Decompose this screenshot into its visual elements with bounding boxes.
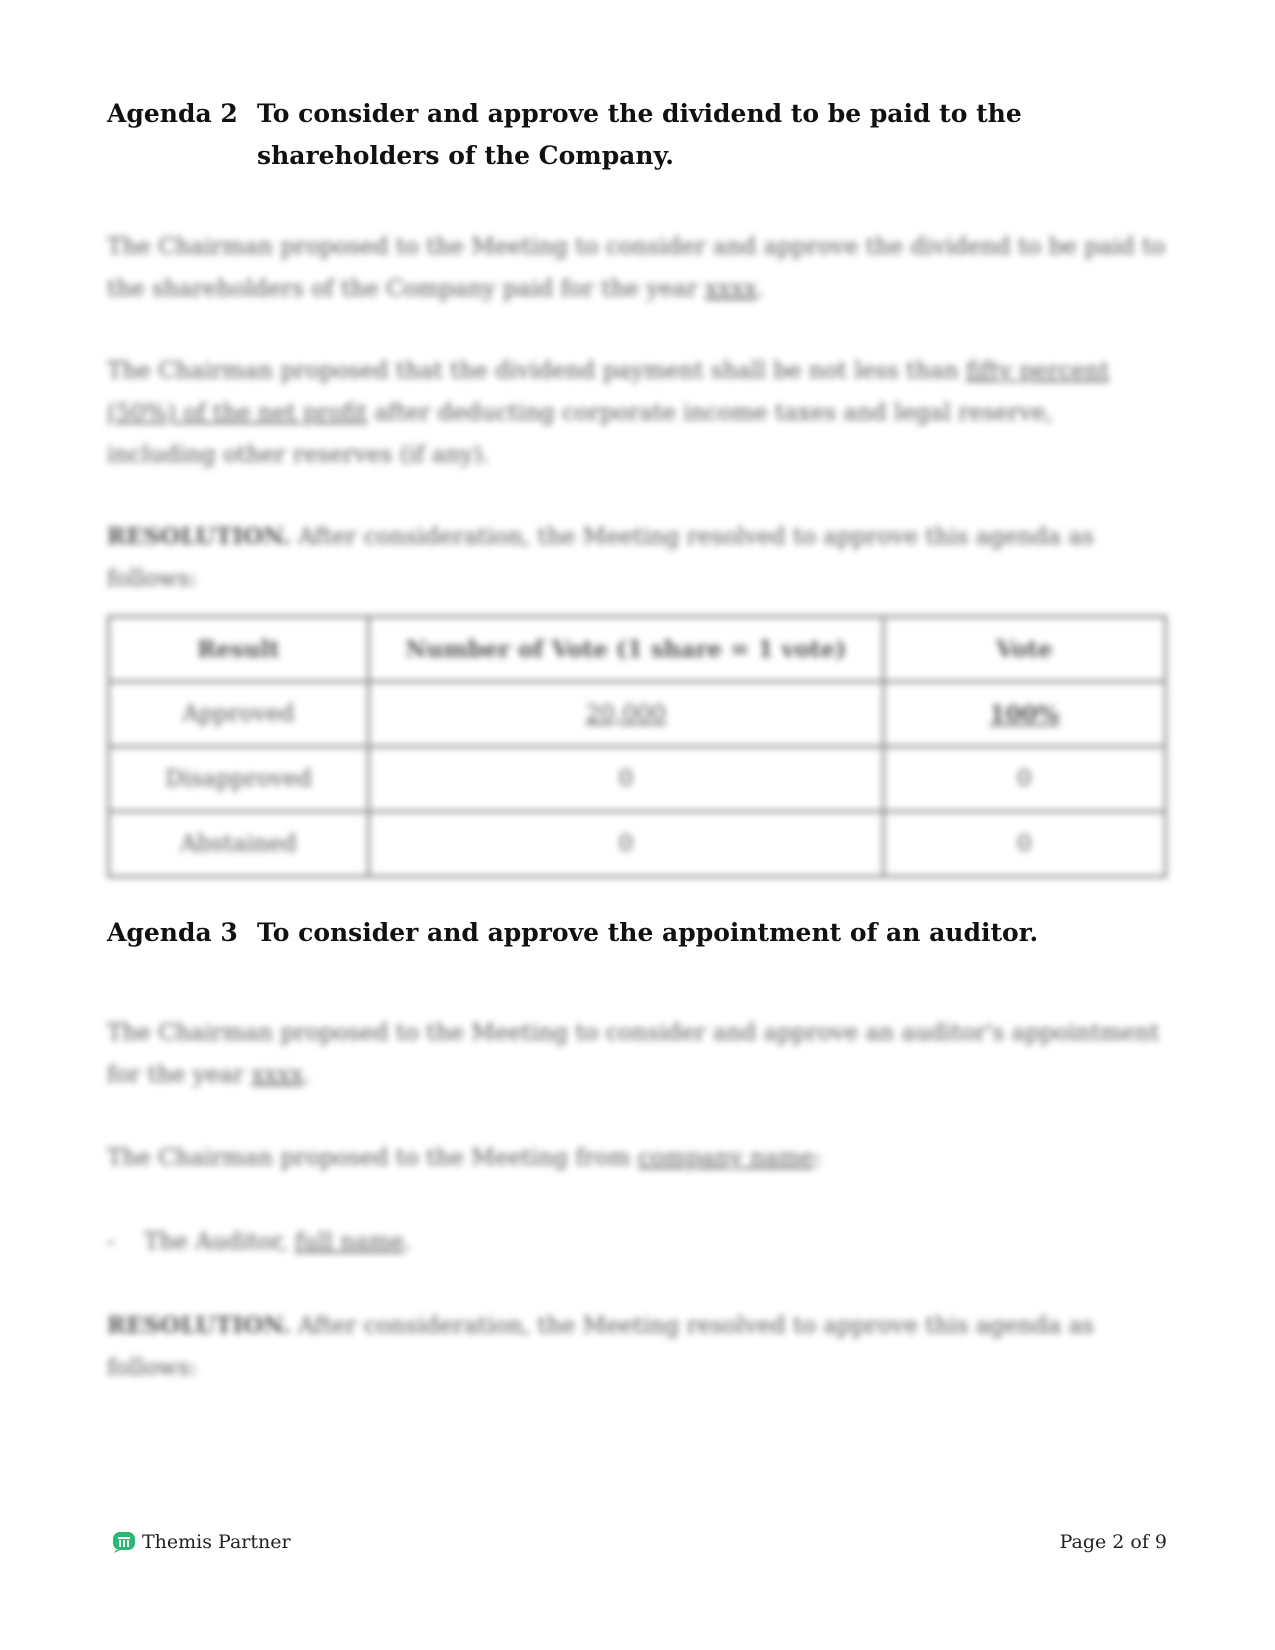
agenda-number: Agenda 3 <box>107 918 238 947</box>
paragraph-text: The Chairman proposed to the Meeting to consider and approve an auditor's appointment for the year <box>107 1020 1160 1088</box>
agenda-3-paragraph-2 <box>107 1137 1167 1179</box>
resolution-label: RESOLUTION. <box>107 523 291 550</box>
agenda-2-heading <box>107 93 1167 177</box>
paragraph-text: The Chairman proposed to the Meeting from <box>107 1145 638 1171</box>
themis-logo-icon <box>112 1531 136 1553</box>
year-placeholder: xxxx <box>704 276 757 302</box>
year-placeholder: xxxx <box>251 1062 304 1088</box>
paragraph-end: . <box>756 276 765 302</box>
agenda-3-heading <box>107 912 1167 954</box>
full-name-placeholder: full name <box>294 1229 405 1255</box>
vote-percent-cell: 100% <box>883 682 1165 747</box>
result-cell: Disapproved <box>109 747 369 812</box>
votes-cell: 0 <box>369 812 884 877</box>
list-end: . <box>404 1229 412 1255</box>
table-header-row <box>109 617 1166 682</box>
resolution-label: RESOLUTION. <box>107 1312 291 1339</box>
agenda-2-paragraph-1 <box>107 226 1167 310</box>
header-number-of-vote: Number of Vote (1 share = 1 vote) <box>369 617 884 682</box>
vote-results-table <box>107 615 1167 878</box>
vote-percent-cell: 0 <box>883 812 1165 877</box>
vote-percent-cell: 0 <box>883 747 1165 812</box>
agenda-2-paragraph-2 <box>107 350 1167 476</box>
list-text: The Auditor, <box>144 1229 295 1255</box>
table-row <box>109 682 1166 747</box>
header-result: Result <box>109 617 369 682</box>
auditor-list-item <box>107 1221 1167 1263</box>
result-cell: Abstained <box>109 812 369 877</box>
agenda-title: To consider and approve the dividend to be paid to the shareholders of the Company. <box>257 99 1022 170</box>
agenda-2-resolution <box>107 516 1167 600</box>
table-row <box>109 747 1166 812</box>
footer-brand <box>112 1531 291 1553</box>
table-row <box>109 812 1166 877</box>
agenda-3-paragraph-1 <box>107 1012 1167 1096</box>
result-cell: Approved <box>109 682 369 747</box>
resolution-text: After consideration, the Meeting resolved to approve this agenda as follows: <box>107 524 1094 592</box>
page-footer <box>112 1527 1167 1557</box>
header-vote: Vote <box>883 617 1165 682</box>
agenda-title: To consider and approve the appointment of an auditor. <box>257 918 1039 947</box>
brand-name: Themis Partner <box>142 1531 291 1553</box>
paragraph-end: . <box>303 1062 311 1088</box>
paragraph-text-continued: after deducting corporate income taxes and legal reserve, including other reserves (if any). <box>107 400 1054 468</box>
resolution-text: After consideration, the Meeting resolved to approve this agenda as follows: <box>107 1313 1094 1381</box>
company-name-placeholder: company name <box>637 1145 814 1171</box>
dividend-percentage: fifty percent (50%) of the net profit <box>107 358 1110 426</box>
agenda-3-resolution <box>107 1305 1167 1389</box>
votes-cell: 20,000 <box>369 682 884 747</box>
paragraph-text: The Chairman proposed to the Meeting to consider and approve the dividend to be paid to the shareholders of the Company paid for the year <box>107 234 1166 302</box>
agenda-number: Agenda 2 <box>107 99 238 128</box>
paragraph-text: The Chairman proposed that the dividend payment shall be not less than <box>107 358 966 384</box>
paragraph-end: : <box>813 1145 822 1171</box>
votes-cell: 0 <box>369 747 884 812</box>
page-number: Page 2 of 9 <box>1059 1531 1167 1553</box>
bullet: - <box>107 1229 115 1255</box>
